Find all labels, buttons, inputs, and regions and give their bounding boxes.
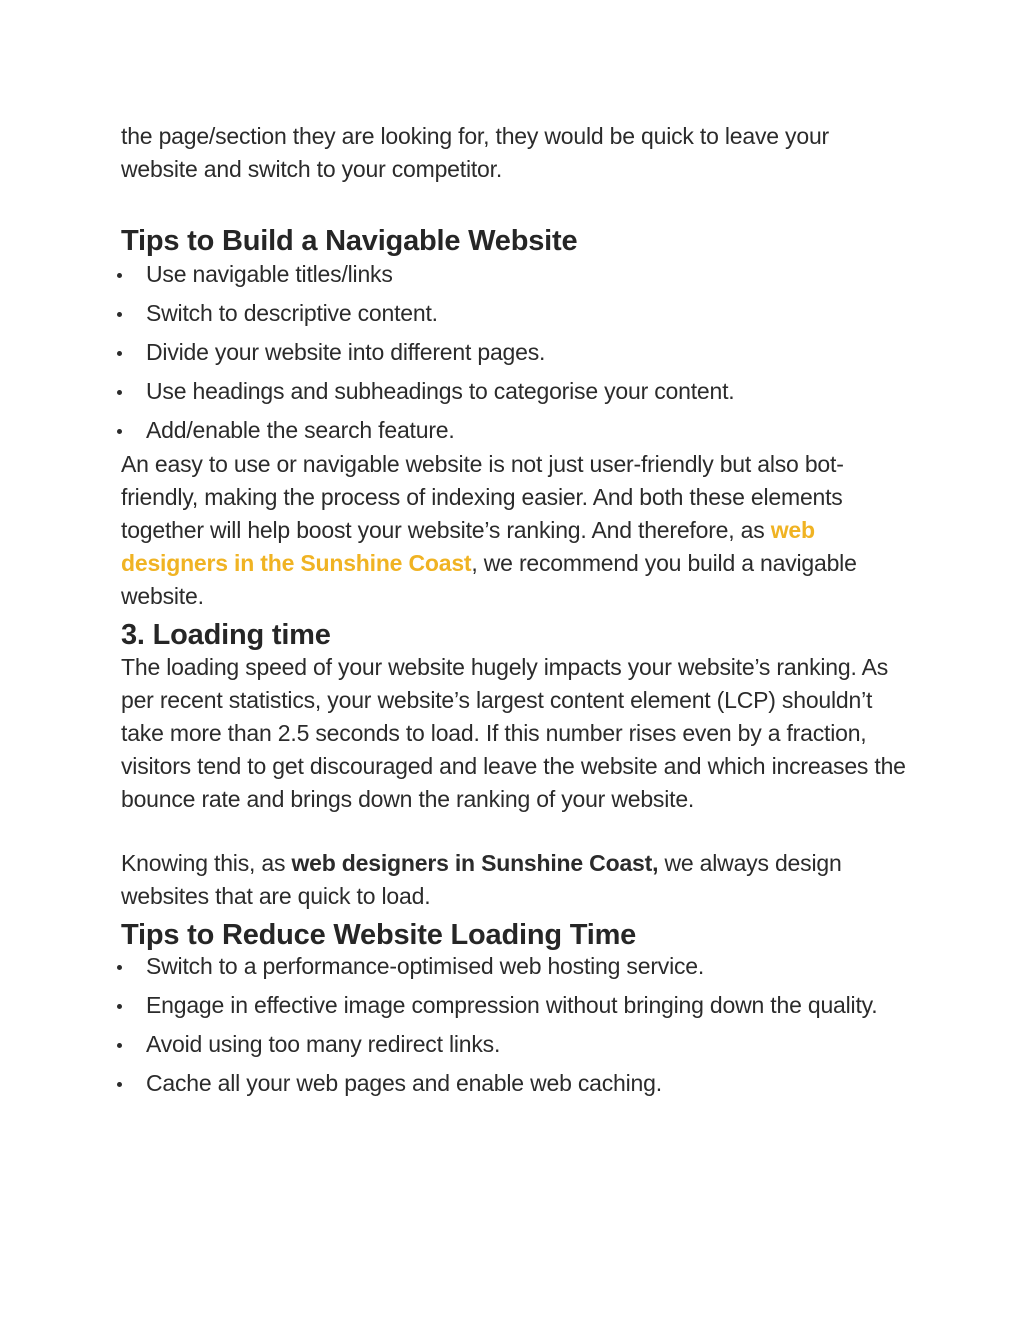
navigable-paragraph: [121, 448, 911, 613]
navigable-paragraph-text-end: , we recommend you build a navigable website.: [121, 550, 857, 609]
list-item: Avoid using too many redirect links.: [121, 1028, 911, 1061]
knowing-bold-text: web designers in Sunshine Coast,: [291, 850, 659, 876]
navigable-tips-heading: Tips to Build a Navigable Website: [121, 225, 578, 257]
loading-time-heading: 3. Loading time: [121, 619, 331, 651]
navigable-tips-list: [121, 258, 911, 447]
reduce-loading-tips-list: [121, 950, 911, 1100]
reduce-loading-tips-heading: Tips to Reduce Website Loading Time: [121, 919, 637, 951]
knowing-text: Knowing this, as: [121, 850, 292, 876]
list-item: Switch to a performance-optimised web hosting service.: [121, 950, 911, 983]
list-item: Divide your website into different pages.: [121, 336, 911, 369]
knowing-text-end: we always design websites that are quick to load.: [121, 850, 842, 909]
web-designers-link[interactable]: web designers in the Sunshine Coast: [121, 517, 815, 576]
intro-paragraph: the page/section they are looking for, they would be quick to leave your website and switch to your competitor.: [121, 123, 830, 182]
list-item: Use navigable titles/links: [121, 258, 911, 291]
navigable-paragraph-text: An easy to use or navigable website is not just user-friendly but also bot-friendly, making the process of indexing easier. And both these elements together will help boost your website’s ranking. And therefore, as: [121, 451, 844, 543]
document-page: [121, 120, 911, 1106]
list-item: Engage in effective image compression without bringing down the quality.: [121, 989, 911, 1022]
loading-speed-paragraph: The loading speed of your website hugely impacts your website’s ranking. As per recent statistics, your website’s largest content element (LCP) shouldn’t take more than 2.5 seconds to load. If this number rises even by a fraction, visitors tend to get discouraged and leave the website and which increases the bounce rate and brings down the ranking of your website.: [121, 654, 906, 812]
list-item: Switch to descriptive content.: [121, 297, 911, 330]
knowing-paragraph: [121, 847, 911, 913]
list-item: Use headings and subheadings to categorise your content.: [121, 375, 911, 408]
list-item: Cache all your web pages and enable web caching.: [121, 1067, 911, 1100]
list-item: Add/enable the search feature.: [121, 414, 911, 447]
